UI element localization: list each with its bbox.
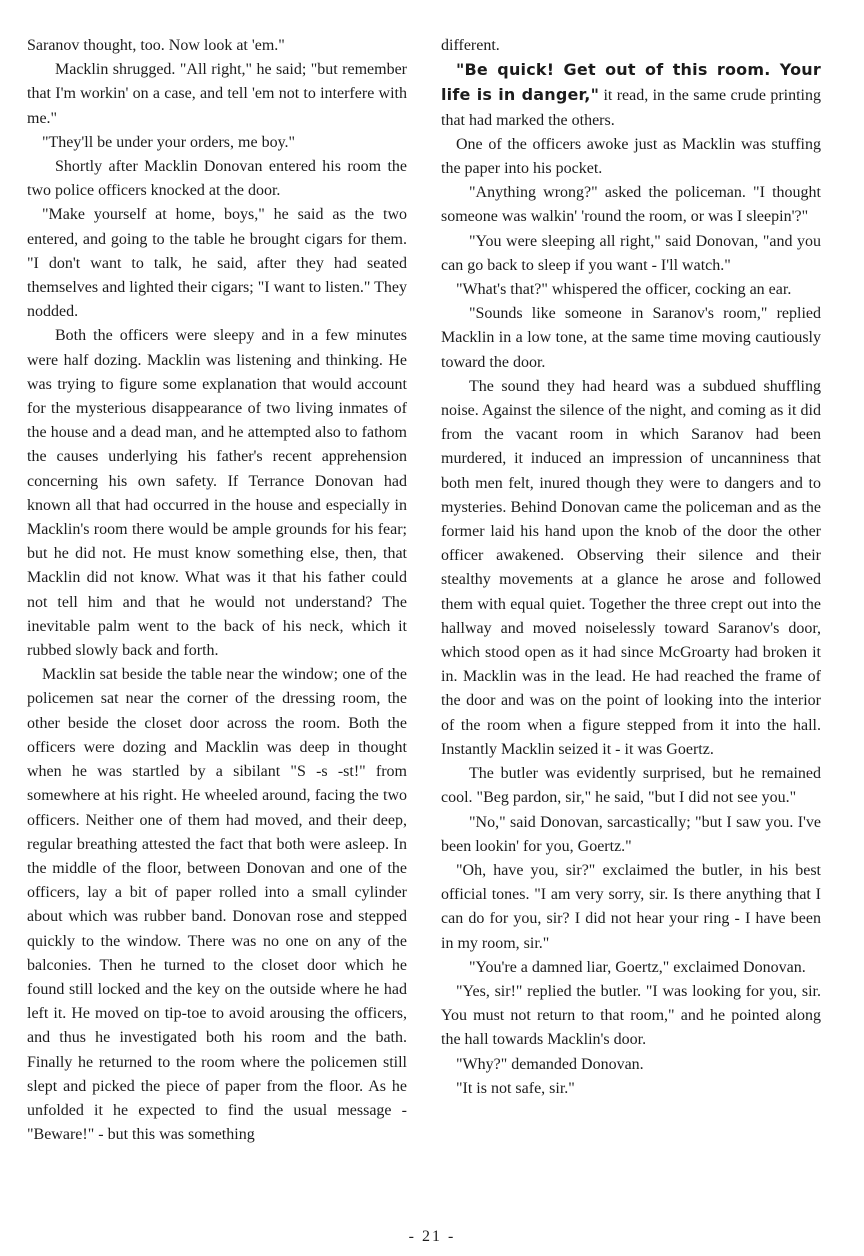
paragraph: "What's that?" whispered the officer, cocking an ear. [456, 281, 792, 299]
warning-note-paragraph [441, 58, 821, 133]
paragraph: "They'll be under your orders, me boy." [42, 133, 296, 151]
warning-note-message: "Be quick! Get out of this room. Your life is in danger," [441, 60, 821, 105]
right-text-column [441, 34, 821, 1101]
left-text-column [27, 34, 407, 1147]
paragraph: One of the officers awoke just as Macklin was stuffing the paper into his pocket. [441, 135, 821, 178]
paragraph: "Yes, sir!" replied the butler. "I was looking for you, sir. You must not return to that room," and he pointed along the hall towards Macklin's door. [441, 982, 821, 1049]
paragraph: "Oh, have you, sir?" exclaimed the butler, in his best official tones. "I am very sorry, sir. Is there anything that I can do for you, sir? I did not hear your ring - I have been in my room, sir." [441, 861, 821, 952]
paragraph: "Anything wrong?" asked the policeman. "I thought someone was walkin' 'round the room, or was I sleepin'?" [441, 184, 821, 226]
paragraph: Macklin sat beside the table near the window; one of the policemen sat near the corner of the dressing room, the other beside the closet door across the room. Both the officers were dozing and Macklin was deep in thought when he was startled by a sibilant "S -s -st!" from somewhere at his right. He wheeled around, facing the two officers. Neither one of them had moved, and their deep, regular breathing attested the fact that both were asleep. In the middle of the floor, between Donovan and one of the officers, lay a bit of paper rolled into a small cylinder about which was rubber band. Donovan rose and stepped quickly to the window. There was no one on any of the balconies. Then he turned to the closet door which he found still locked and the key on the outside where he had left it. He moved on tip-toe to avoid arousing the officers, and thus he investigated both his room and the bath. Finally he returned to the room where the policemen still slept and picked the piece of paper from the floor. As he unfolded it he expected to find the usual message - "Beware!" - but this was something [27, 666, 407, 1144]
paragraph: The butler was evidently surprised, but he remained cool. "Beg pardon, sir," he said, "but I did not see you." [441, 765, 821, 807]
paragraph: Macklin shrugged. "All right," he said; "but remember that I'm workin' on a case, and tell 'em not to interfere with me." [27, 61, 407, 127]
paragraph: "No," said Donovan, sarcastically; "but I saw you. I've been lookin' for you, Goertz." [441, 813, 821, 855]
paragraph: Saranov thought, too. Now look at 'em." [27, 37, 285, 54]
paragraph: "You're a damned liar, Goertz," exclaimed Donovan. [469, 958, 806, 976]
paragraph: "Make yourself at home, boys," he said as the two entered, and going to the table he brought cigars for them. "I don't want to talk, he said, after they had seated themselves and lighted their cigars; "I want to listen." They nodded. [27, 206, 407, 321]
paragraph: different. [441, 37, 500, 54]
warning-note-after: it read, in the same crude printing that had marked the others. [441, 87, 821, 129]
paragraph: The sound they had heard was a subdued shuffling noise. Against the silence of the night, and coming as it did from the vacant room in which Saranov had been murdered, it induced an impression of uncanniness that both men felt, inured though they were to dangers and to mysteries. Behind Donovan came the policeman and as the former laid his hand upon the knob of the door the other officer awakened. Observing their silence and their stealthy movements at a glance he arose and followed them with equal quiet. Together the three crept out into the hallway and moved noiselessly toward Saranov's door, which stood open as it had since McGroarty had broken it in. Macklin was in the lead. He had reached the frame of the door and was on the point of looking into the interior of the room when a figure stepped from it into the hall. Instantly Macklin seized it - it was Goertz. [441, 377, 821, 758]
paragraph: "You were sleeping all right," said Donovan, "and you can go back to sleep if you want - I'll watch." [441, 232, 821, 274]
paragraph: "It is not safe, sir." [456, 1079, 575, 1097]
paragraph: Shortly after Macklin Donovan entered his room the two police officers knocked at the door. [27, 158, 407, 200]
paragraph: "Sounds like someone in Saranov's room," replied Macklin in a low tone, at the same time moving cautiously toward the door. [441, 305, 821, 371]
paragraph: "Why?" demanded Donovan. [456, 1055, 644, 1073]
paragraph: Both the officers were sleepy and in a few minutes were half dozing. Macklin was listening and thinking. He was trying to figure some explanation that would account for the mysterious disappearance of two living inmates of the house and a dead man, and he attempted also to fathom the causes underlying his father's recent apprehension concerning his own safety. If Terrance Donovan had known all that had occurred in the house and especially in Macklin's room there would be ample grounds for his fear; but he did not. He must know something else, then, that Macklin did not know. What was it that his father could not tell him and that he would not understand? The inevitable palm went to the back of his neck, which it rubbed slowly back and forth. [27, 327, 407, 660]
page-number: - 21 - [408, 1228, 456, 1245]
